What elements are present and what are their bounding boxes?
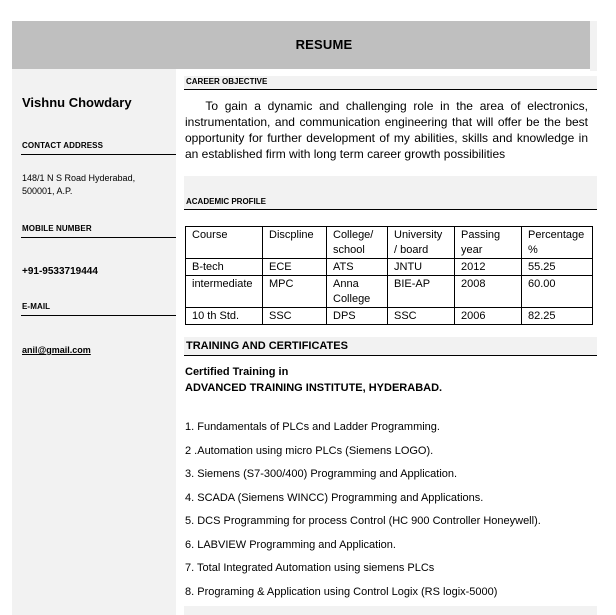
list-item: 8. Programing & Application using Control Logix (RS logix-5000) [185,585,498,598]
table-cell: ATS [327,259,388,276]
table-row [186,308,593,325]
list-item: 4. SCADA (Siemens WINCC) Programming and Applications. [185,491,484,504]
career-objective-label: CAREER OBJECTIVE [186,77,268,86]
table-header-row [186,227,593,259]
address-line-2: 500001, A.P. [22,186,73,196]
sidebar [12,69,176,615]
training-list [185,419,541,607]
list-item: 2 .Automation using micro PLCs (Siemens LOGO). [185,444,434,457]
table-cell: JNTU [388,259,455,276]
table-cell: 60.00 [522,276,593,308]
table-cell: SSC [263,308,327,325]
table-cell: 55.25 [522,259,593,276]
next-section-band [184,606,597,615]
table-cell: BIE-AP [388,276,455,308]
mobile-number-label: MOBILE NUMBER [22,224,92,233]
table-cell: DPS [327,308,388,325]
table-cell: 2006 [455,308,522,325]
column-header: Discpline [263,227,327,259]
list-item: 7. Total Integrated Automation using siemens PLCs [185,562,435,574]
table-cell: B-tech [186,259,263,276]
table-cell: Anna College [327,276,388,308]
table-cell: intermediate [186,276,263,308]
email-label: E-MAIL [22,302,51,311]
training-heading [184,337,597,356]
mobile-number: +91-9533719444 [22,266,98,277]
academic-profile-label: ACADEMIC PROFILE [186,197,266,206]
divider [21,154,176,155]
address [22,172,135,198]
training-label: TRAINING AND CERTIFICATES [186,340,348,352]
column-header: Course [186,227,263,259]
table-cell: 82.25 [522,308,593,325]
academic-profile-heading [184,176,597,210]
career-objective-text: To gain a dynamic and challenging role in the area of electronics, instrumentation, and communication engineering that will offer be the best opportunity for further development of my abilities, skills and knowledge in an established firm with long term career growth possibilities [185,99,588,161]
list-item: 5. DCS Programming for process Control (HC 900 Controller Honeywell). [185,515,541,527]
table-row [186,259,593,276]
contact-address-label: CONTACT ADDRESS [22,141,104,150]
address-line-1: 148/1 N S Road Hyderabad, [22,173,136,183]
column-header: Passing year [455,227,522,259]
table-cell: 2008 [455,276,522,308]
column-header: University / board [388,227,455,259]
column-header: Percentage % [522,227,593,259]
divider [21,237,176,238]
table-cell: 2012 [455,259,522,276]
certified-institute: ADVANCED TRAINING INSTITUTE, HYDERABAD. [185,382,443,394]
list-item: 6. LABVIEW Programming and Application. [185,538,396,551]
candidate-name: Vishnu Chowdary [22,95,132,110]
career-objective-heading [184,76,597,90]
table-cell: SSC [388,308,455,325]
certified-training [185,364,442,396]
header-edge-strip [590,21,597,71]
page-title: RESUME [295,37,353,52]
table-cell: MPC [263,276,327,308]
table-row [186,276,593,308]
academic-table [185,226,593,325]
column-header: College/ school [327,227,388,259]
table-cell: 10 th Std. [186,308,263,325]
divider [21,315,176,316]
email-link[interactable]: anil@gmail.com [22,345,91,355]
list-item: 3. Siemens (S7-300/400) Programming and Application. [185,468,458,480]
table-cell: ECE [263,259,327,276]
certified-line-1: Certified Training in [185,366,289,378]
resume-header [12,21,590,69]
list-item: 1. Fundamentals of PLCs and Ladder Programming. [185,421,440,433]
